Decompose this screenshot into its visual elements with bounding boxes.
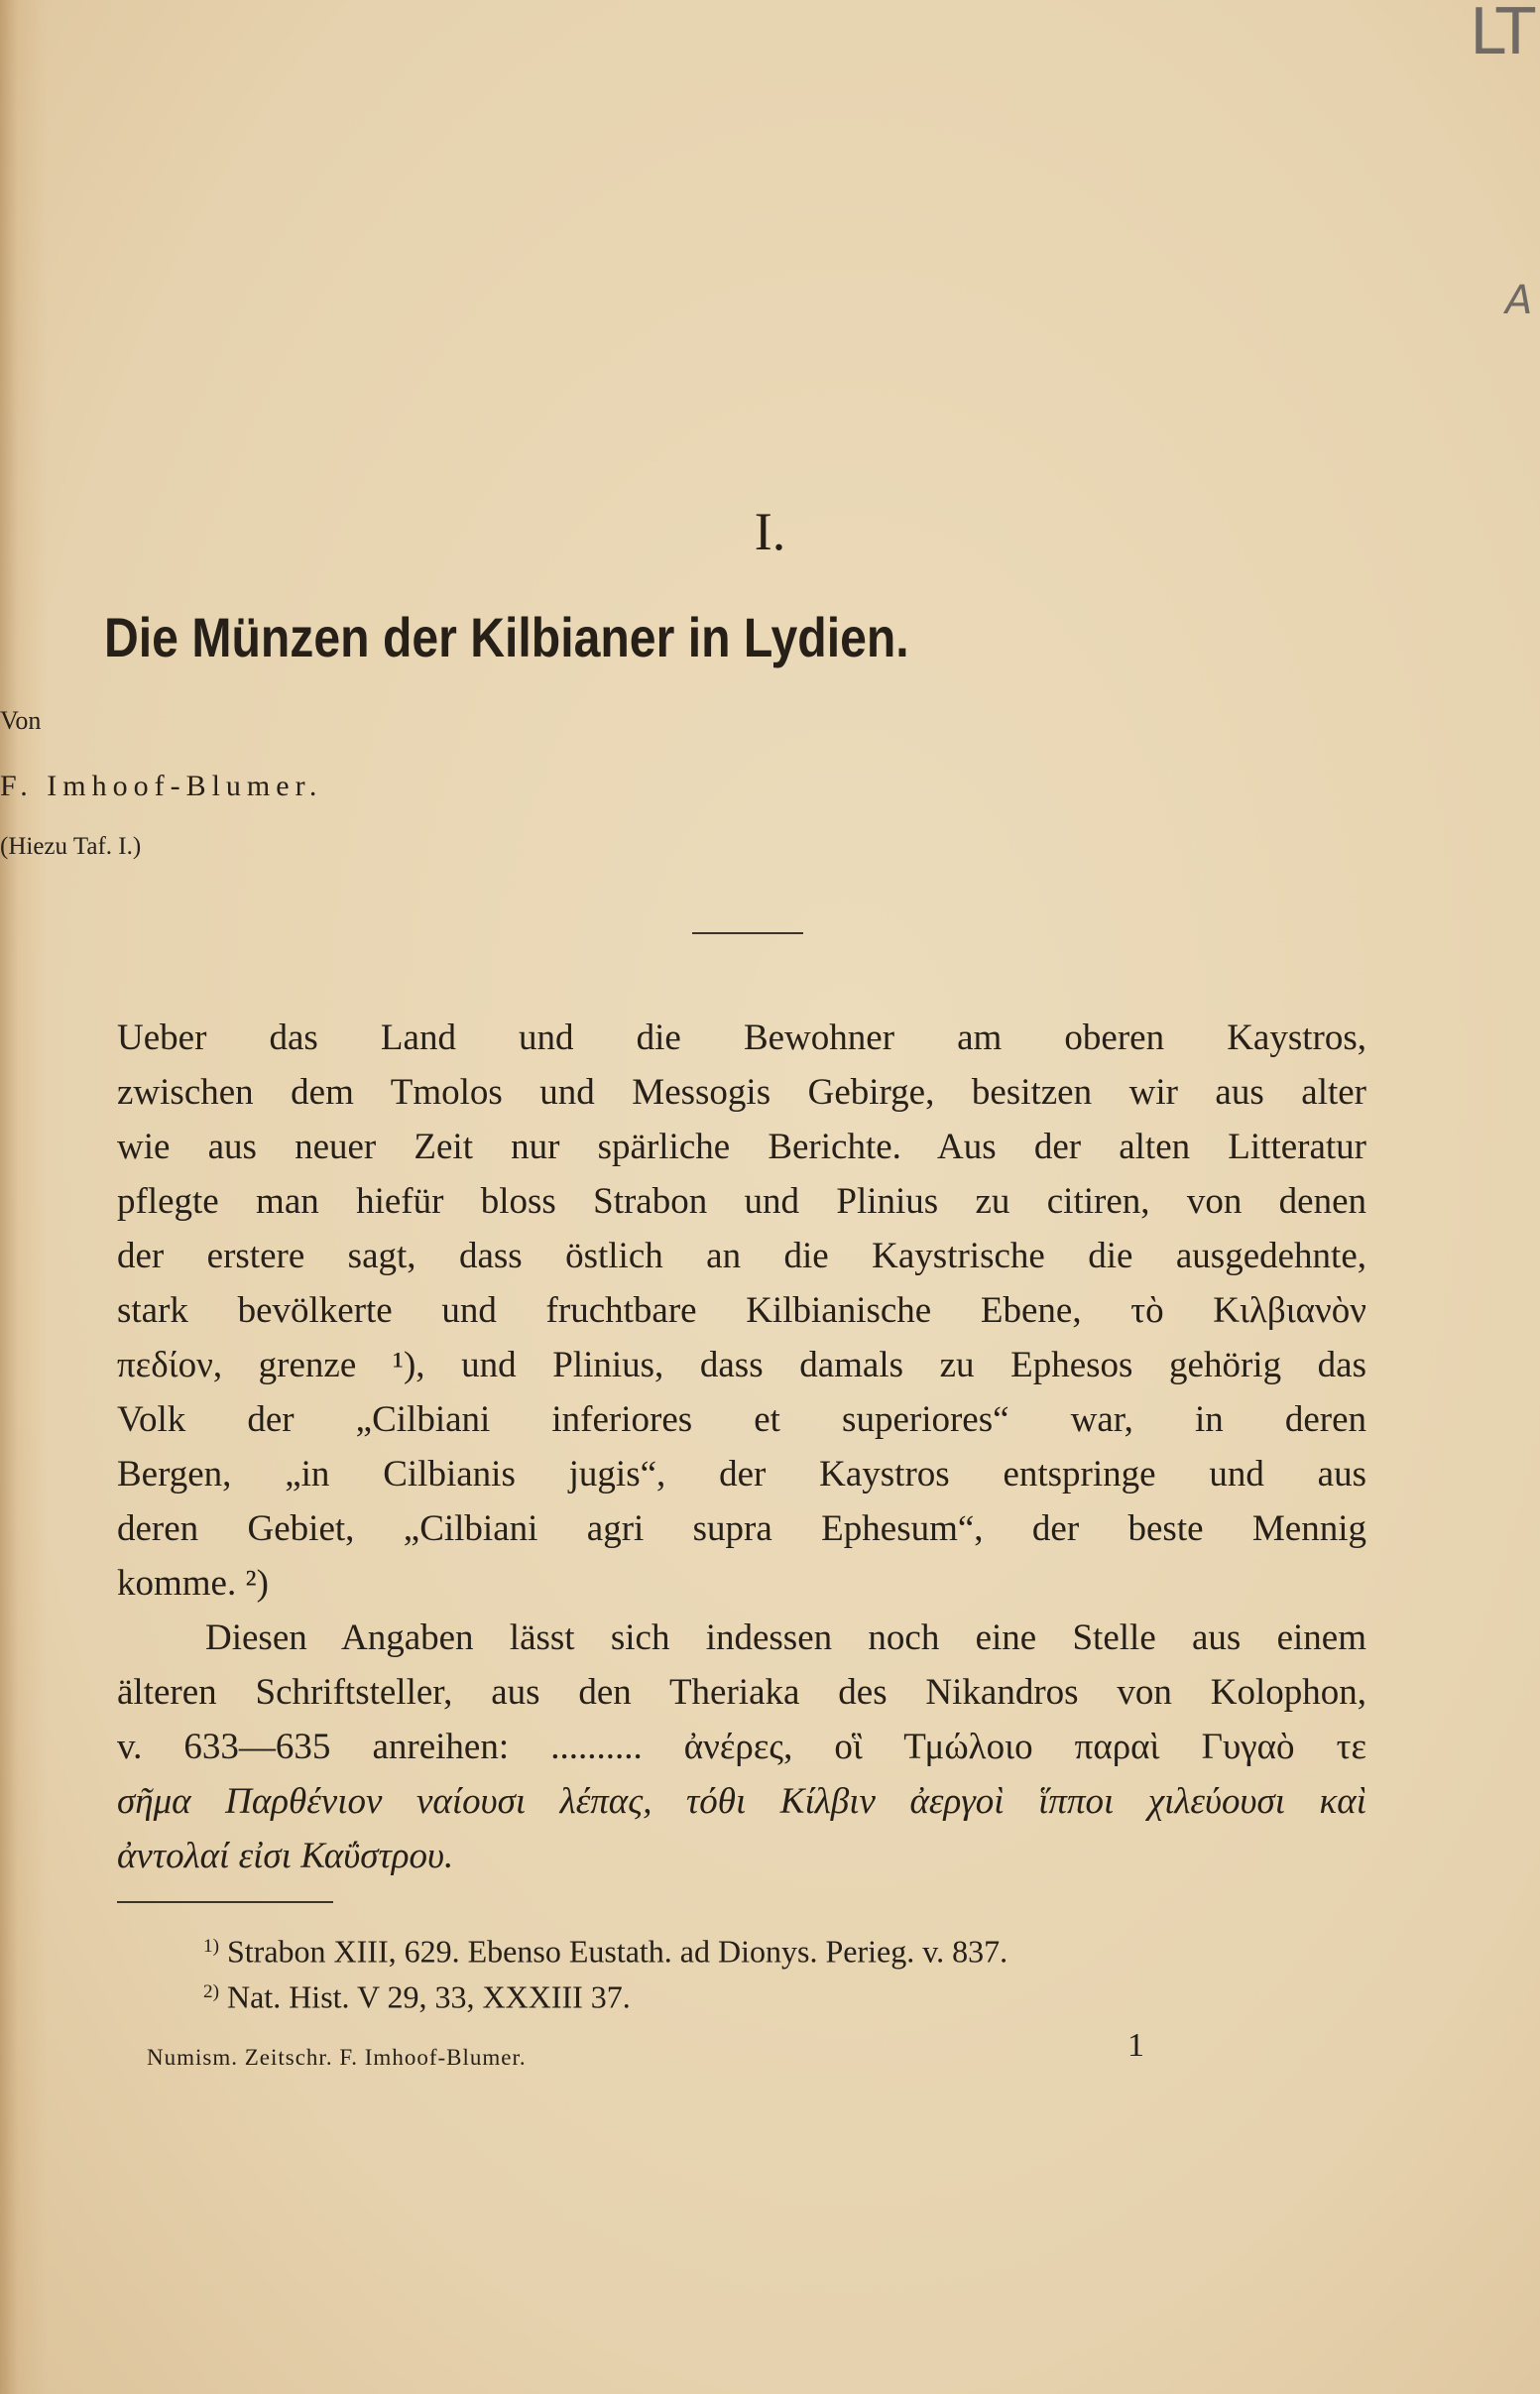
- body-line: Diesen Angaben lässt sich indessen noch eine Stelle aus einem: [205, 1617, 1366, 1658]
- byline-von: Von: [0, 706, 42, 735]
- article-title: Die Münzen der Kilbianer in Lydien.: [104, 606, 909, 668]
- section-numeral: I.: [754, 502, 786, 561]
- body-line: wie aus neuer Zeit nur spärliche Berichte. Aus der alten Litteratur: [117, 1127, 1366, 1167]
- footnote-divider: [117, 1901, 333, 1903]
- body-line: älteren Schriftsteller, aus den Theriaka des Nikandros von Kolophon,: [117, 1672, 1366, 1713]
- footnote: [203, 1924, 1007, 1975]
- footnote: [203, 1970, 631, 2020]
- body-line: komme. ²): [117, 1563, 269, 1604]
- author-name: F. Imhoof-Blumer.: [0, 770, 323, 802]
- margin-pencil-note: LT: [1470, 0, 1535, 69]
- footnote-marker: 2): [203, 1981, 219, 2002]
- body-line: v. 633—635 anreihen: .......... ἀνέρες, οἳ Τμώλοιο παραὶ Γυγαὸ τε: [117, 1727, 1366, 1767]
- body-line: πεδίον, grenze ¹), und Plinius, dass damals zu Ephesos gehörig das: [117, 1345, 1366, 1385]
- footnote-text: Nat. Hist. V 29, 33, XXXIII 37.: [226, 1978, 631, 2015]
- greek-quote-line: ἀντολαί εἰσι Καΰστρου.: [117, 1836, 454, 1876]
- journal-footer: Numism. Zeitschr. F. Imhoof-Blumer.: [147, 2045, 527, 2070]
- greek-quote-line: σῆμα Παρθένιον ναίουσι λέπας, τόθι Κίλβιν ἀεργοὶ ἵπποι χιλεύουσι καὶ: [117, 1781, 1366, 1822]
- body-line: Ueber das Land und die Bewohner am oberen Kaystros,: [117, 1017, 1366, 1058]
- plate-note: (Hiezu Taf. I.): [0, 833, 142, 860]
- body-line: pflegte man hiefür bloss Strabon und Plinius zu citiren, von denen: [117, 1181, 1366, 1222]
- body-line: Volk der „Cilbiani inferiores et superiores“ war, in deren: [117, 1399, 1366, 1440]
- footnote-marker: 1): [203, 1936, 219, 1957]
- body-line: deren Gebiet, „Cilbiani agri supra Ephesum“, der beste Mennig: [117, 1508, 1366, 1549]
- signature-number: 1: [1127, 2027, 1144, 2064]
- body-line: der erstere sagt, dass östlich an die Kaystrische die ausgedehnte,: [117, 1236, 1366, 1276]
- body-line: stark bevölkerte und fruchtbare Kilbianische Ebene, τὸ Κιλβιανὸν: [117, 1290, 1366, 1331]
- margin-pencil-note: A: [1505, 278, 1533, 323]
- footnote-text: Strabon XIII, 629. Ebenso Eustath. ad Dionys. Perieg. v. 837.: [226, 1933, 1008, 1970]
- body-line: zwischen dem Tmolos und Messogis Gebirge, besitzen wir aus alter: [117, 1072, 1366, 1113]
- body-line: Bergen, „in Cilbianis jugis“, der Kaystros entspringe und aus: [117, 1454, 1366, 1495]
- title-divider: [692, 932, 803, 934]
